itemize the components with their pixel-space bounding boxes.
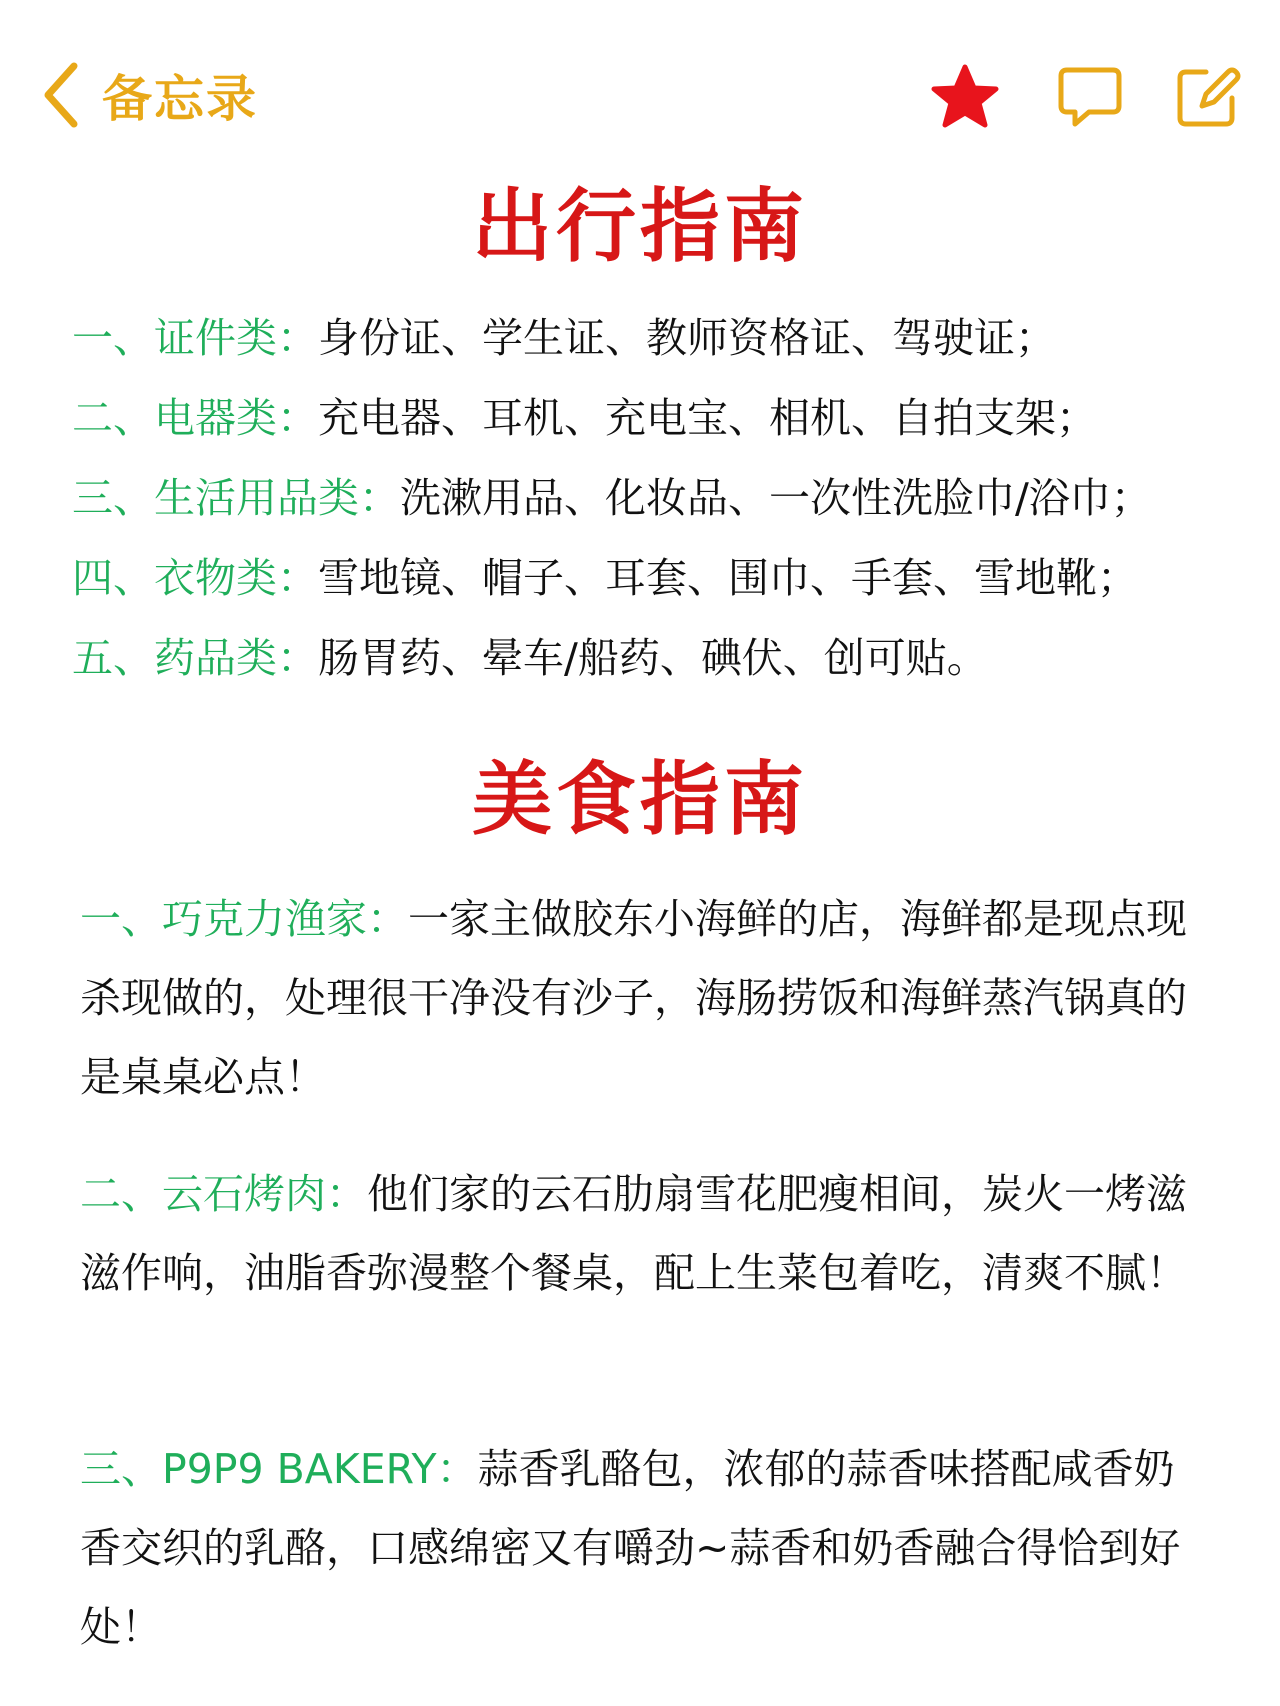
category-items: 充电器、耳机、充电宝、相机、自拍支架； — [318, 394, 1097, 442]
restaurant-description: 一家主做胶东小海鲜的店，海鲜都是现点现杀现做的，处理很干净没有沙子，海肠捞饭和海鲜蒸汽锅真的是桌桌必点！ — [80, 895, 1187, 1101]
category-label: 五、药品类： — [72, 634, 318, 682]
category-label: 四、衣物类： — [72, 554, 318, 602]
edit-button[interactable] — [1172, 62, 1242, 132]
comment-button[interactable] — [1055, 62, 1125, 132]
restaurant-description: 蒜香乳酪包，浓郁的蒜香味搭配咸香奶香交织的乳酪，口感绵密又有嚼劲~蒜香和奶香融合得恰到好处！ — [80, 1445, 1181, 1651]
list-item — [72, 628, 1252, 708]
star-button[interactable] — [930, 62, 1000, 132]
category-label: 三、生活用品类： — [72, 474, 400, 522]
restaurant-name: 三、P9P9 BAKERY： — [80, 1445, 478, 1493]
travel-checklist — [72, 308, 1252, 708]
restaurant-description: 他们家的云石肋扇雪花肥瘦相间，炭火一烤滋滋作响，油脂香弥漫整个餐桌，配上生菜包着吃，清爽不腻！ — [80, 1170, 1187, 1297]
category-label: 二、电器类： — [72, 394, 318, 442]
food-entry — [80, 1155, 1210, 1313]
travel-guide-title: 出行指南 — [472, 180, 808, 273]
restaurant-name: 一、巧克力渔家： — [80, 895, 408, 943]
food-entry — [80, 1430, 1210, 1667]
list-item — [72, 388, 1252, 468]
chevron-left-icon — [40, 60, 82, 130]
back-button[interactable] — [40, 60, 258, 130]
category-items: 雪地镜、帽子、耳套、围巾、手套、雪地靴； — [318, 554, 1138, 602]
food-guide-title: 美食指南 — [472, 753, 808, 846]
edit-icon — [1172, 62, 1242, 132]
comment-icon — [1055, 62, 1125, 132]
category-items: 洗漱用品、化妆品、一次性洗脸巾/浴巾； — [400, 474, 1152, 522]
star-icon — [930, 62, 1000, 132]
list-item — [72, 548, 1252, 628]
restaurant-name: 二、云石烤肉： — [80, 1170, 367, 1218]
back-label: 备忘录 — [102, 70, 258, 128]
list-item — [72, 308, 1252, 388]
food-entry — [80, 880, 1210, 1117]
category-items: 身份证、学生证、教师资格证、驾驶证； — [318, 314, 1056, 362]
list-item — [72, 468, 1252, 548]
category-label: 一、证件类： — [72, 314, 318, 362]
category-items: 肠胃药、晕车/船药、碘伏、创可贴。 — [318, 634, 988, 682]
